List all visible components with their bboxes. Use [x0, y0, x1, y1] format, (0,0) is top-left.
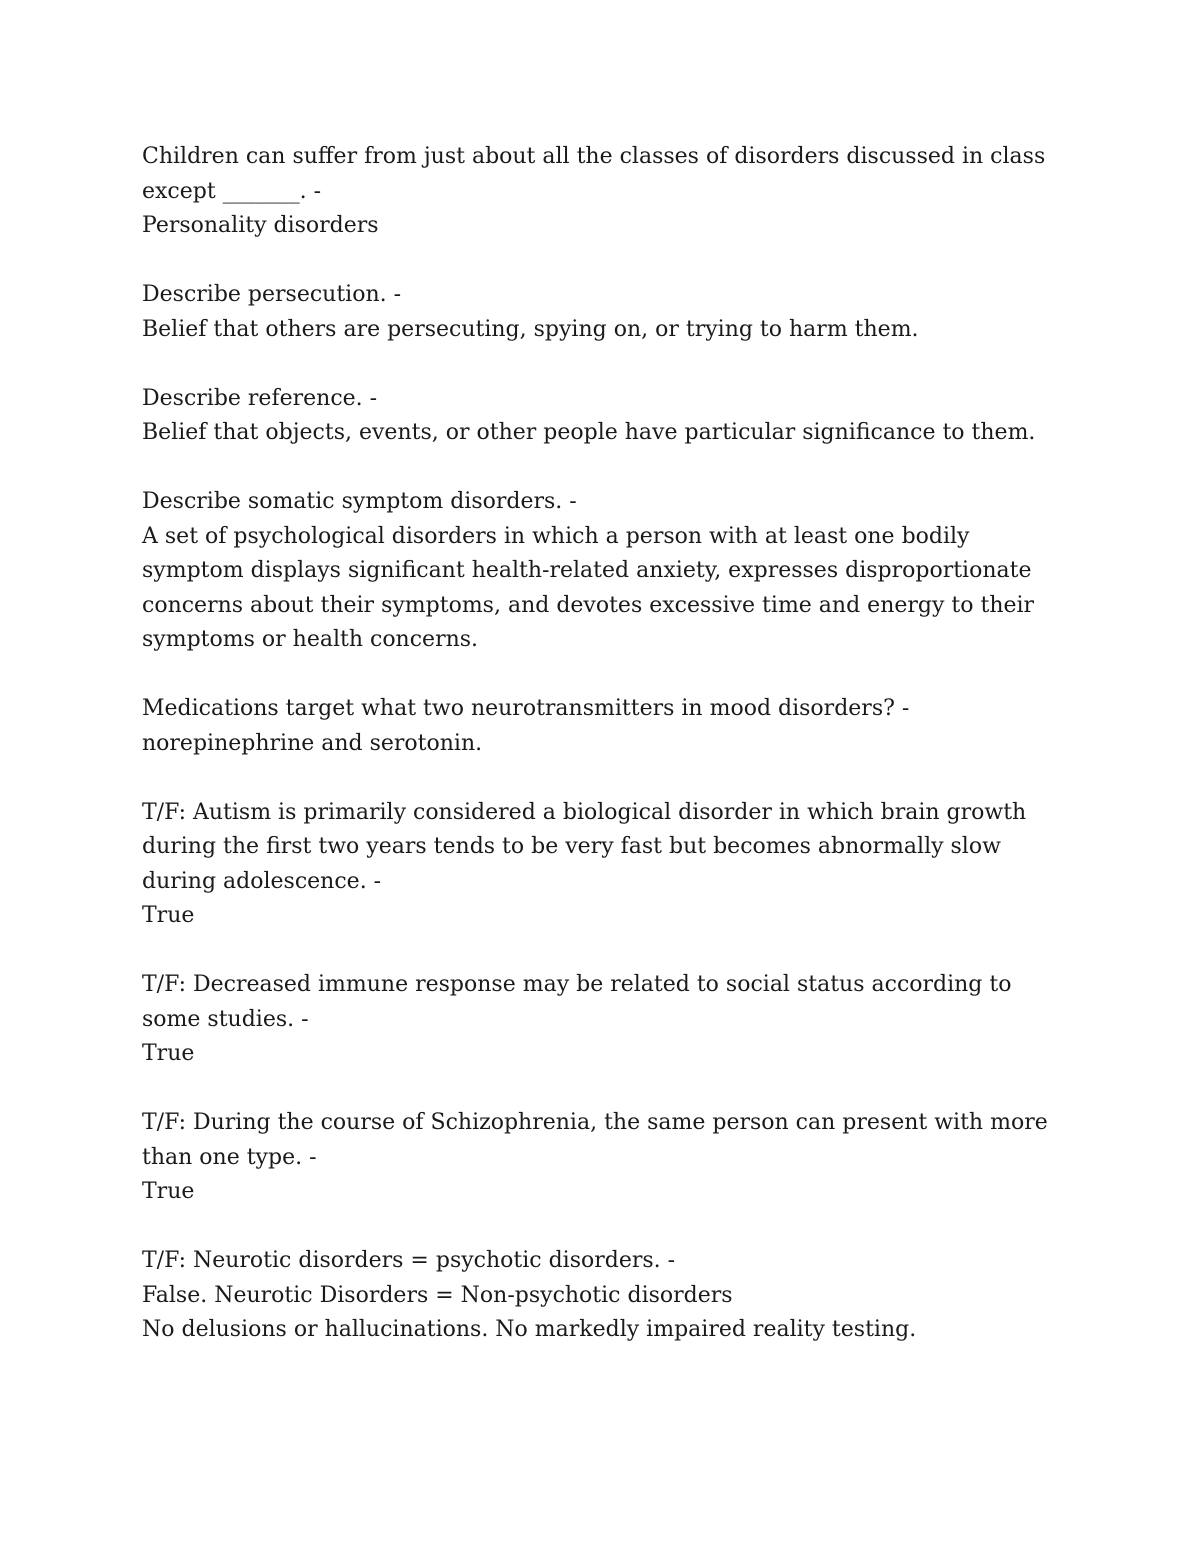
flashcard-answer: norepinephrine and serotonin.: [142, 730, 483, 756]
flashcard: [142, 485, 1072, 658]
flashcard-answer: Personality disorders: [142, 213, 379, 238]
flashcard: [142, 692, 1072, 761]
flashcard-question: T/F: Decreased immune response may be related to social status according to some studies. -: [142, 972, 1019, 1032]
flashcard-answer-detail: No delusions or hallucinations. No markedly impaired reality testing.: [142, 1317, 917, 1342]
flashcard-question: Medications target what two neurotransmitters in mood disorders? -: [142, 696, 910, 721]
flashcard: [142, 1106, 1072, 1210]
flashcard-question: Describe reference. -: [142, 385, 378, 411]
flashcard-question: T/F: Neurotic disorders = psychotic disorders. -: [142, 1248, 676, 1273]
flashcard: [142, 1244, 1072, 1348]
flashcard: [142, 796, 1072, 934]
flashcard-answer: A set of psychological disorders in which a person with at least one bodily symptom displays significant health-related anxiety, expresses disproportionate concerns about their symptoms, and devotes excessive time and energy to their symptoms or health concerns.: [142, 523, 1042, 652]
flashcard: [142, 968, 1072, 1072]
flashcard-list: [142, 140, 1072, 1382]
flashcard-answer: True: [142, 1041, 195, 1066]
flashcard-answer: Belief that objects, events, or other people have particular significance to them.: [142, 420, 1036, 445]
flashcard: [142, 140, 1072, 244]
flashcard-question: Describe persecution. -: [142, 282, 402, 307]
flashcard-answer: True: [142, 903, 195, 928]
flashcard-answer: True: [142, 1179, 195, 1204]
flashcard: [142, 278, 1072, 347]
flashcard-question: T/F: Autism is primarily considered a biological disorder in which brain growth during the first two years tends to be very fast but becomes abnormally slow during adolescence. -: [142, 799, 1034, 894]
flashcard: [142, 382, 1072, 451]
flashcard-answer: Belief that others are persecuting, spying on, or trying to harm them.: [142, 316, 919, 342]
flashcard-question: Children can suffer from just about all the classes of disorders discussed in class except _______. -: [142, 144, 1053, 204]
flashcard-answer: False. Neurotic Disorders = Non-psychotic disorders: [142, 1282, 733, 1308]
flashcard-question: T/F: During the course of Schizophrenia, the same person can present with more than one type. -: [142, 1110, 1055, 1170]
flashcard-question: Describe somatic symptom disorders. -: [142, 489, 577, 514]
